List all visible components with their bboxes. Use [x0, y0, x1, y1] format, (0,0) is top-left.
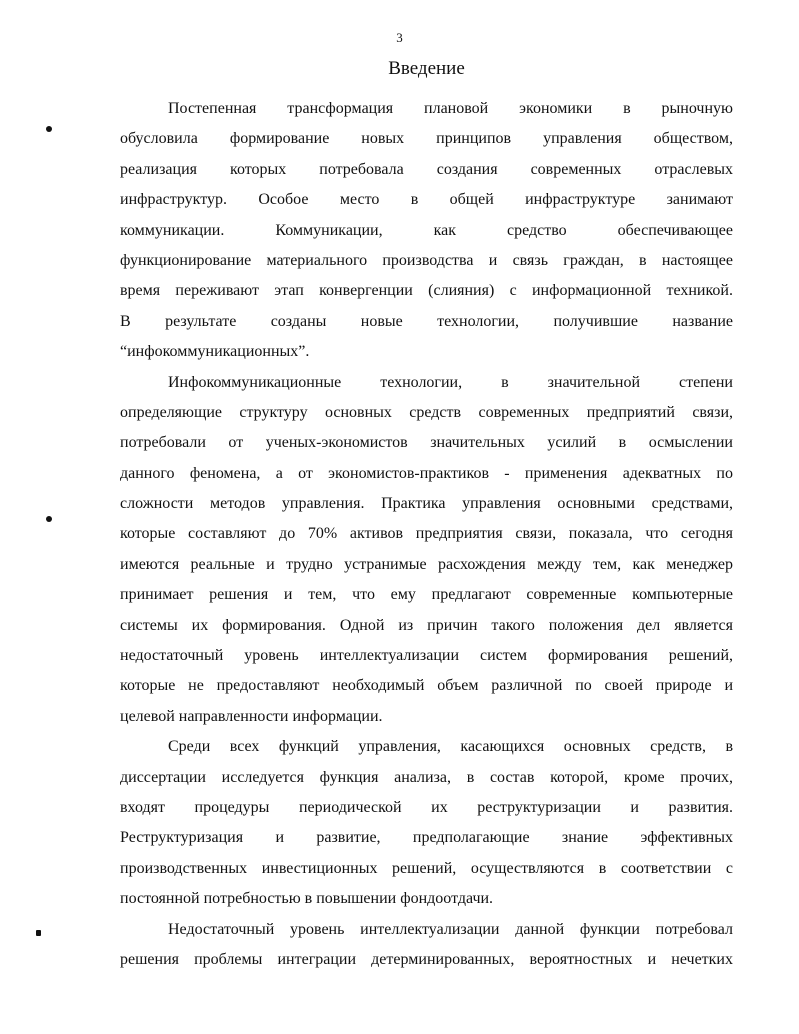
text-line: Постепенная трансформация плановой экономики в рыночную [168, 100, 733, 117]
text-line: целевой направленности информации. [120, 707, 383, 725]
text-line: имеются реальные и трудно устранимые расхождения между тем, как менеджер [120, 555, 733, 573]
body-text [120, 94, 733, 975]
text-line: коммуникации. Коммуникации, как средство обеспечивающее [120, 221, 733, 239]
text-line: функционирование материального производства и связь граждан, в настоящее [120, 251, 733, 269]
text-line: Реструктуризация и развитие, предполагающие знание эффективных [120, 829, 733, 847]
paragraph [120, 732, 733, 914]
margin-dot-mark [46, 126, 52, 132]
text-line: недостаточный уровень интеллектуализации систем формирования решений, [120, 647, 733, 665]
text-line: диссертации исследуется функция анализа, в состав которой, кроме прочих, [120, 768, 733, 786]
text-line: инфраструктур. Особое место в общей инфраструктуре занимают [120, 191, 733, 209]
text-line: определяющие структуру основных средств современных предприятий связи, [120, 403, 733, 421]
text-line: решения проблемы интеграции детерминированных, вероятностных и нечетких [120, 950, 733, 968]
text-line: потребовали от ученых-экономистов значительных усилий в осмыслении [120, 434, 733, 452]
paragraph [120, 94, 733, 368]
text-line: производственных инвестиционных решений, осуществляются в соответствии с [120, 859, 733, 877]
text-line: которые не предоставляют необходимый объем различной по своей природе и [120, 677, 733, 695]
text-line: “инфокоммуникационных”. [120, 343, 310, 361]
text-line: обусловила формирование новых принципов управления обществом, [120, 130, 733, 148]
margin-dot-mark [36, 930, 41, 936]
text-line: Среди всех функций управления, касающихся основных средств, в [168, 738, 733, 756]
text-line: входят процедуры периодической их реструктуризации и развития. [120, 798, 733, 816]
margin-dot-mark [46, 516, 52, 522]
text-line: Недостаточный уровень интеллектуализации данной функции потребовал [168, 920, 733, 938]
text-line: Инфокоммуникационные технологии, в значительной степени [168, 373, 733, 391]
paragraph [120, 368, 733, 733]
text-line: сложности методов управления. Практика управления основными средствами, [120, 495, 733, 513]
page-number: 3 [396, 30, 403, 45]
text-line: В результате созданы новые технологии, получившие название [120, 312, 733, 330]
text-line: время переживают этап конвергенции (слияния) с информационной техникой. [120, 282, 733, 300]
text-line: которые составляют до 70% активов предприятия связи, показала, что сегодня [120, 525, 733, 543]
text-line: системы их формирования. Одной из причин такого положения дел является [120, 616, 733, 634]
paragraph [120, 915, 733, 976]
text-line: принимает решения и тем, что ему предлагают современные компьютерные [120, 586, 733, 604]
page-title: Введение [388, 58, 465, 79]
text-line: реализация которых потребовала создания современных отраслевых [120, 160, 733, 178]
text-line: постоянной потребностью в повышении фондоотдачи. [120, 890, 494, 908]
text-line: данного феномена, а от экономистов-практиков - применения адекватных по [120, 464, 733, 482]
